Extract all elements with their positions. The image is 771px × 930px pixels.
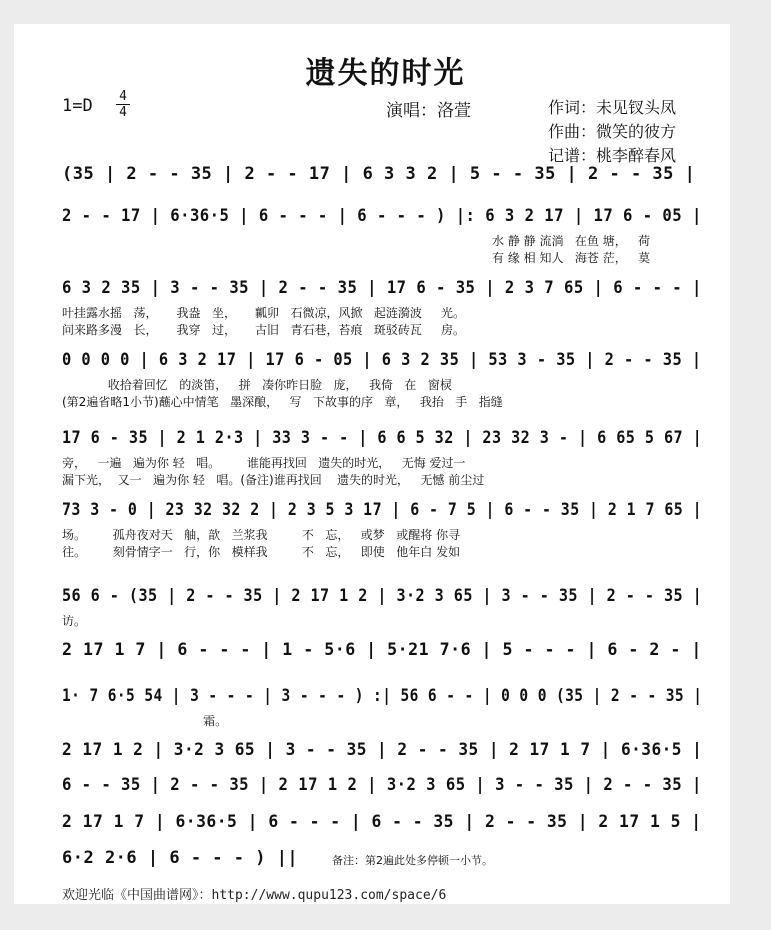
notation-line: 1· 7 6·5 54 | 3 - - - | 3 - - - ) :| 56 6 - - | 0 0 0 (35 | 2 - - 35 | bbox=[62, 686, 703, 706]
lyric-line: 霜。 bbox=[62, 714, 228, 728]
transcriber: 记谱：桃李醉春风 bbox=[548, 146, 677, 165]
notation-line: 2 - - 17 | 6·36·5 | 6 - - - | 6 - - - ) |: 6 3 2 17 | 17 6 - 05 | bbox=[62, 206, 702, 226]
lyric-line: 场。 孤舟夜对天 舳，歆 兰浆我 不 忘， 或梦 或醒将 你寻 bbox=[62, 528, 461, 542]
lyric-line: 问来路多漫 长， 我穿 过， 古旧 青石巷，苔痕 斑驳砖瓦 房。 bbox=[62, 323, 465, 337]
notation-line: 2 17 1 2 | 3·2 3 65 | 3 - - 35 | 2 - - 35 | 2 17 1 7 | 6·36·5 | bbox=[62, 740, 703, 760]
time-signature-bottom: 4 bbox=[119, 105, 127, 120]
lyric-line: 收拾着回忆 的淡笛， 拼 凑你昨日脸 庞， 我倚 在 窗棂 bbox=[62, 378, 452, 392]
notation-line: 0 0 0 0 | 6 3 2 17 | 17 6 - 05 | 6 3 2 35 | 53 3 - 35 | 2 - - 35 | bbox=[62, 350, 702, 370]
notation-line: 56 6 - (35 | 2 - - 35 | 2 17 1 2 | 3·2 3 65 | 3 - - 35 | 2 - - 35 | bbox=[62, 586, 703, 606]
notation-line: 2 17 1 7 | 6 - - - | 1 - 5·6 | 5·21 7·6 | 5 - - - | 6 - 2 - | bbox=[62, 640, 702, 660]
notation-line: 6 - - 35 | 2 - - 35 | 2 17 1 2 | 3·2 3 65 | 3 - - 35 | 2 - - 35 | bbox=[62, 775, 702, 795]
score-row bbox=[62, 586, 702, 626]
lyric-line: 旁， 一遍 遍为你 轻 唱。 谁能再找回 遗失的时光， 无悔 爱过一 bbox=[62, 456, 466, 470]
lyric-line: 漏下光， 又一 遍为你 轻 唱。(备注)谁再找回 遗失的时光， 无憾 前尘过 bbox=[62, 473, 485, 487]
score-row bbox=[62, 350, 702, 409]
score-row bbox=[62, 428, 703, 487]
score-row bbox=[62, 640, 702, 680]
lyric-line: 水 静 静 流淌 在鱼 塘， 荷 bbox=[492, 234, 651, 248]
notation-line: 6·2 2·6 | 6 - - - ) || bbox=[62, 848, 299, 868]
composer: 作曲：微笑的彼方 bbox=[548, 122, 677, 141]
lyricist: 作词：未见钗头凤 bbox=[548, 98, 677, 117]
score-row bbox=[62, 164, 702, 204]
song-title: 遗失的时光 bbox=[305, 56, 466, 91]
lyric-line: 叶挂露水摇 荡， 我盎 坐， 瓤卯 石微凉，风掀 起涟漪波 光。 bbox=[62, 306, 465, 320]
score-row bbox=[62, 278, 702, 337]
lyric-line: 有 缘 相 知人 海苍 茫， 莫 bbox=[492, 251, 651, 265]
key-signature: 1=D bbox=[62, 96, 93, 116]
notation-line: 6 3 2 35 | 3 - - 35 | 2 - - 35 | 17 6 - 35 | 2 3 7 65 | 6 - - - | bbox=[62, 278, 702, 298]
remark: 备注：第2遍此处多停顿一小节。 bbox=[332, 854, 493, 867]
score-row bbox=[62, 775, 702, 815]
footer-link[interactable]: 欢迎光临《中国曲谱网》：http://www.qupu123.com/space/6 bbox=[62, 888, 447, 903]
time-signature bbox=[116, 90, 130, 119]
notation-line: 17 6 - 35 | 2 1 2·3 | 33 3 - - | 6 6 5 32 | 23 32 3 - | 6 65 5 67 | bbox=[62, 428, 703, 448]
score-row bbox=[62, 812, 702, 852]
score-row bbox=[62, 686, 702, 726]
credits bbox=[548, 96, 676, 168]
time-signature-top: 4 bbox=[119, 89, 127, 104]
score-row bbox=[62, 740, 702, 780]
notation-line: (35 | 2 - - 35 | 2 - - 17 | 6 3 3 2 | 5 - - 35 | 2 - - 35 | bbox=[62, 164, 696, 184]
score-row bbox=[62, 206, 702, 265]
lyric-line: 往。 刻骨情字一 行，你 模样我 不 忘， 即使 他年白 发如 bbox=[62, 545, 461, 559]
lyric-line: 访。 bbox=[62, 614, 87, 628]
lyric-line: (第2遍省略1小节)蘸心中情笔 墨深酿， 写 下故事的序 章， 我抬 手 指缝 bbox=[62, 395, 503, 409]
singer: 演唱：洛萱 bbox=[386, 101, 471, 121]
score-row bbox=[62, 500, 702, 559]
notation-line: 2 17 1 7 | 6·36·5 | 6 - - - | 6 - - 35 | 2 - - 35 | 2 17 1 5 | bbox=[62, 812, 702, 832]
notation-line: 73 3 - 0 | 23 32 32 2 | 2 3 5 3 17 | 6 - 7 5 | 6 - - 35 | 2 1 7 65 | bbox=[62, 500, 702, 520]
